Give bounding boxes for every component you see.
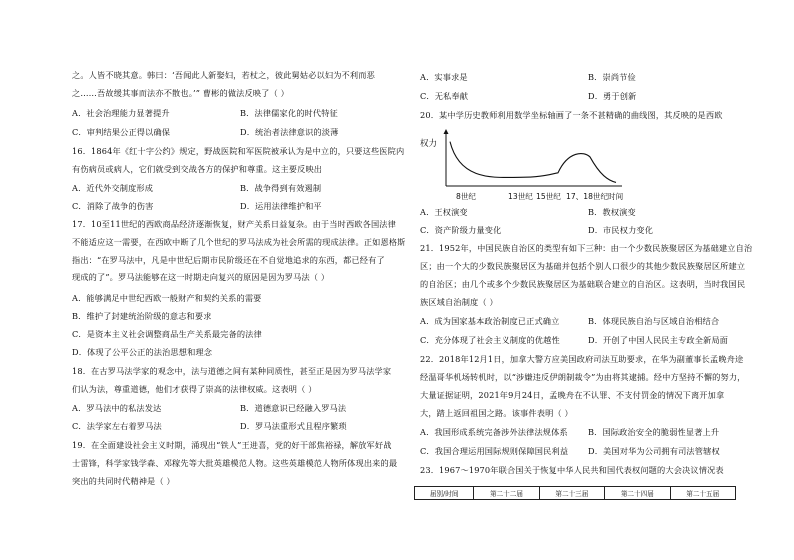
table-header-cell: 第二十二届 bbox=[474, 487, 539, 500]
q22-option-c[interactable]: C．我国合理运用国际规则保障国民利益 bbox=[420, 446, 569, 456]
q20-option-c[interactable]: C．资产阶级力量变化 bbox=[420, 225, 502, 235]
x-tick-label: 13世纪 bbox=[508, 192, 533, 201]
q17-stem-line2: 不能适应这一需要，在西欧中断了几个世纪的罗马法成为社会所需的现成法律。正如恩格斯 bbox=[72, 237, 406, 247]
q19-option-c[interactable]: C．无私奉献 bbox=[420, 91, 469, 101]
q15-stem-line2: 之……吾故缓其事而法亦不散也。’” 曹彬的做法反映了（ ） bbox=[72, 88, 289, 98]
q21-stem-line3: 的自治区；由几个或多个少数民族聚居区为基础联合建立的自治区。这表明，当时我国民 bbox=[420, 279, 746, 289]
q18-option-b[interactable]: B．道德意识已经融入罗马法 bbox=[240, 403, 347, 413]
q18-option-a[interactable]: A．罗马法中的私法发达 bbox=[72, 403, 162, 413]
q21-stem-line2: 区；由一个大的少数民族聚居区为基础并包括个别人口很少的其他少数民族聚居区所建立 bbox=[420, 261, 746, 271]
q23-stem: 23．1967～1970年联合国关于恢复中华人民共和国代表权问题的大会决议情况表 bbox=[420, 465, 724, 475]
q20-option-b[interactable]: B．教权演变 bbox=[588, 207, 636, 217]
q20-stem: 20．某中学历史教师利用数学坐标轴画了一条不甚精确的曲线图，其反映的是西欧 bbox=[420, 110, 723, 120]
q17-option-a[interactable]: A．能够满足中世纪西欧一般财产和契约关系的需要 bbox=[72, 293, 262, 303]
q21-option-a[interactable]: A．成为国家基本政治制度已正式确立 bbox=[420, 316, 560, 326]
q17-stem-line1: 17．10至11世纪的西欧商品经济逐渐恢复，财产关系日益复杂。由于当时西欧各国法律 bbox=[72, 219, 396, 229]
q17-option-d[interactable]: D．体现了公平公正的法治思想和理念 bbox=[72, 347, 213, 357]
q17-stem-line3: 指出：“在罗马法中，凡是中世纪后期市民阶级还在不自觉地追求的东西，都已经有了 bbox=[72, 255, 385, 265]
q17-stem-line4: 现成的了”。罗马法能够在这一时期走向复兴的原因是因为罗马法（ ） bbox=[72, 272, 330, 282]
table-header-cell: 第二十四届 bbox=[605, 487, 670, 500]
q15-option-d[interactable]: D．统治者法律意识的淡薄 bbox=[240, 127, 339, 137]
q18-option-c[interactable]: C．法学家左右着罗马法 bbox=[72, 421, 162, 431]
q18-option-d[interactable]: D．罗马法重形式且程序繁琐 bbox=[240, 421, 347, 431]
x-tick-label: 15世纪 bbox=[536, 192, 561, 201]
y-axis-arrow bbox=[444, 129, 449, 134]
x-axis-label: 时间 bbox=[608, 192, 624, 201]
q18-stem-line1: 18．在古罗马法学家的观念中，法与道德之间有某种同质性，甚至正是因为罗马法学家 bbox=[72, 366, 392, 376]
chart-ylabel: 权力 bbox=[420, 139, 438, 149]
q21-stem-line1: 21．1952年，中国民族自治区的类型有如下三种：由一个少数民族聚居区为基础建立自治 bbox=[420, 243, 753, 253]
q15-option-a[interactable]: A．社会治理能力显著提升 bbox=[72, 108, 170, 118]
q16-option-d[interactable]: D．运用法律维护和平 bbox=[240, 201, 322, 211]
q22-stem-line1: 22．2018年12月1日，加拿大警方应美国政府司法互助要求，在华为副董事长孟晚舟途 bbox=[420, 354, 744, 364]
q22-stem-line3: 大量证据证明，2021年9月24日，孟晚舟在不认罪、不支付罚金的情况下离开加拿 bbox=[420, 390, 725, 400]
q15-option-c[interactable]: C．审判结果公正得以确保 bbox=[72, 127, 171, 137]
q22-option-d[interactable]: D．美国对华为公司拥有司法管辖权 bbox=[588, 446, 720, 456]
q21-option-b[interactable]: B．体现民族自治与区域自治相结合 bbox=[588, 316, 720, 326]
q16-stem-line2: 有伤病员或病人，它们就受到交战各方的保护和尊重。这主要反映出 bbox=[72, 164, 323, 174]
q15-stem-line1: 之。人皆不晓其意。韩曰：‘吾闻此人新娶妇，若杖之，彼此舅姑必以妇为不利而恶 bbox=[72, 70, 375, 80]
table-header-cell: 第二十五届 bbox=[670, 487, 735, 500]
q19-stem-line1: 19．在全面建设社会主义时期，涌现出“铁人”王进喜，党的好干部焦裕禄，解放军好战 bbox=[72, 440, 392, 450]
q19-option-b[interactable]: B．崇尚节俭 bbox=[588, 72, 636, 82]
q22-stem-line2: 经温哥华机场转机时，以“涉嫌违反伊朗制裁令”为由将其逮捕。经中方坚持不懈的努力， bbox=[420, 372, 746, 382]
q19-stem-line2: 士雷锋，科学家钱学森、邓稼先等大批英雄模范人物。这些英雄模范人物所体现出来的最 bbox=[72, 458, 398, 468]
q22-stem-line4: 大，踏上返回祖国之路。该事件表明（ ） bbox=[420, 408, 573, 418]
q19-option-d[interactable]: D．勇于创新 bbox=[588, 91, 637, 101]
q20-option-a[interactable]: A．王权演变 bbox=[420, 207, 468, 217]
table-header-cell: 届别/时间 bbox=[415, 487, 474, 500]
power-curve-line bbox=[450, 142, 616, 183]
q16-option-a[interactable]: A．近代外交制度形成 bbox=[72, 183, 154, 193]
q21-stem-line4: 族区域自治制度（ ） bbox=[420, 297, 498, 307]
un-vote-table bbox=[414, 486, 736, 500]
q16-stem-line1: 16．1864年《红十字公约》规定，野战医院和军医院被承认为是中立的，只要这些医院内 bbox=[72, 146, 405, 156]
x-tick-label: 8世纪 bbox=[456, 192, 477, 201]
q18-stem-line2: 们认为法，尊重道德，他们才获得了崇高的法律权威。这表明（ ） bbox=[72, 384, 317, 394]
q21-option-c[interactable]: C．充分体现了社会主义制度的优越性 bbox=[420, 335, 560, 345]
power-curve-chart bbox=[420, 128, 742, 206]
q22-option-b[interactable]: B．国际政治安全的脆弱性显著上升 bbox=[588, 427, 720, 437]
q21-option-d[interactable]: D．开创了中国人民民主专政全新局面 bbox=[588, 335, 729, 345]
x-tick-label: 17、18世纪 bbox=[566, 192, 609, 201]
table-header-cell: 第二十三届 bbox=[539, 487, 604, 500]
q17-option-b[interactable]: B．维护了封建统治阶级的意志和要求 bbox=[72, 311, 212, 321]
q16-option-c[interactable]: C．消除了战争的伤害 bbox=[72, 201, 154, 211]
table-header-row bbox=[415, 487, 736, 500]
q19-stem-line3: 突出的共同时代精神是（ ） bbox=[72, 476, 175, 486]
q20-option-d[interactable]: D．市民权力变化 bbox=[588, 225, 654, 235]
q15-option-b[interactable]: B．法律儒家化的时代特征 bbox=[240, 108, 338, 118]
q17-option-c[interactable]: C．是资本主义社会调整商品生产关系最完备的法律 bbox=[72, 329, 262, 339]
q16-option-b[interactable]: B．战争得到有效遏制 bbox=[240, 183, 322, 193]
q19-option-a[interactable]: A．实事求是 bbox=[420, 72, 468, 82]
q22-option-a[interactable]: A．我国形成系统完备涉外法律法规体系 bbox=[420, 427, 568, 437]
